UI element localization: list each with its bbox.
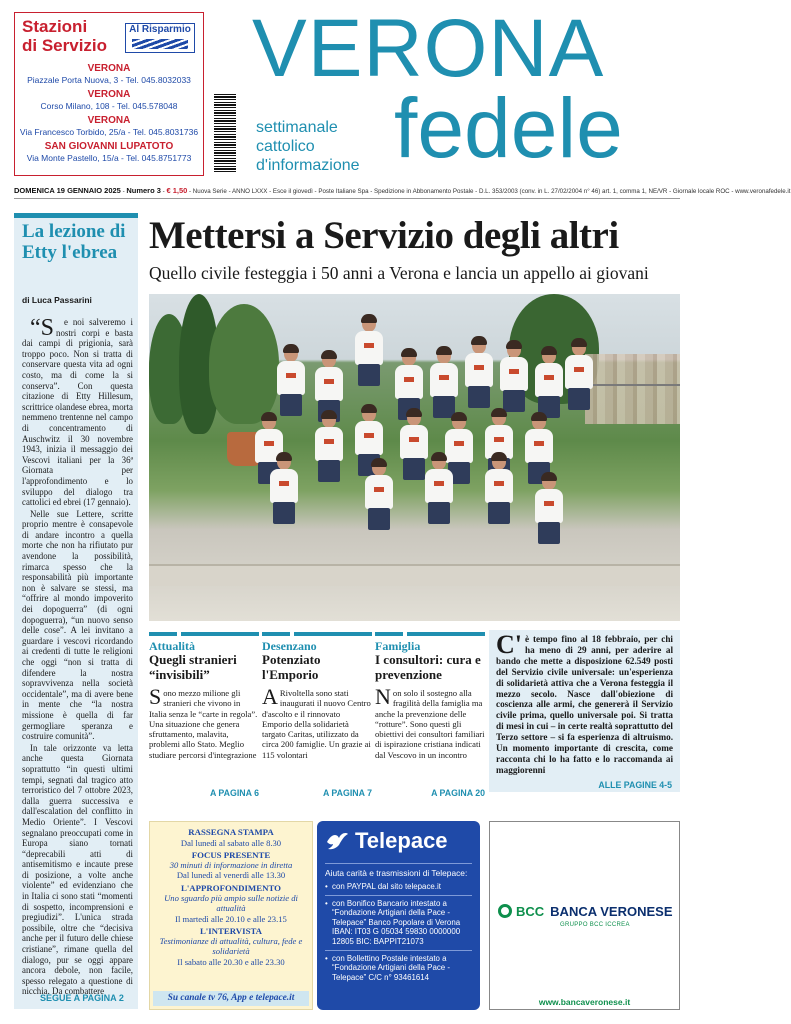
station-entry: VERONA Corso Milano, 108 - Tel. 045.578048 [40, 89, 178, 111]
issue-number: Numero 3 [126, 186, 161, 195]
person [271, 346, 311, 418]
telepace-intro: Aiuta carità e trasmissioni di Telepace: [325, 863, 472, 878]
section-title[interactable]: Potenziato l'Emporio [262, 652, 321, 682]
person [309, 412, 349, 484]
section-bar [149, 632, 259, 636]
left-continue-link[interactable]: SEGUE A PAGINA 2 [40, 993, 124, 1003]
station-entry: SAN GIOVANNI LUPATOTO Via Monte Pastello, 15/a - Tel. 045.8751773 [26, 141, 192, 163]
left-paragraph: Nelle sue Lettere, scritte proprio mentre è consapevole di andare incontro a quella morte che non ha rifiutato pur avendone la possibilità, rimarca spesso che la responsabilità più importante non è salvare se stessi, ma “offrire al mondo impoverito dei dopoguerra” (di ogni dopoguerra), “un nuovo senso delle cose”. A lei invitano a guardare i vescovi ricordando ai credenti di tutte le religioni che oggi “non si tratta di difendere la nostra sopravvivenza nella società occidentale”, ma di avere bene in mente che “la nostra missione è quella di far germogliare speranza e costruire comunità”. [22, 508, 133, 742]
person [459, 338, 499, 410]
logo-verona: VERONA [252, 3, 605, 94]
telepace-logo: Telepace [325, 827, 472, 855]
left-article-body [22, 317, 133, 998]
stone-ledge [149, 564, 680, 586]
person [494, 342, 534, 414]
main-summary-box [489, 630, 680, 792]
station-entry: VERONA Piazzale Porta Nuova, 3 - Tel. 045.8032033 [27, 63, 191, 85]
issue-date: DOMENICA 19 GENNAIO 2025 [14, 186, 121, 195]
section-bar [262, 632, 372, 636]
left-article-title: La lezione di Etty l'ebrea [22, 221, 126, 263]
person [479, 454, 519, 526]
section-page-link[interactable]: A PAGINA 20 [431, 788, 485, 798]
section-bar [375, 632, 485, 636]
person [359, 460, 399, 532]
bcc-group: GRUPPO BCC ICCREA [560, 922, 630, 928]
main-summary-page-link[interactable]: ALLE PAGINE 4-5 [598, 780, 672, 790]
stations-ad-title: Stazioni di Servizio [22, 17, 108, 55]
stations-list [19, 63, 199, 167]
list-item: • con PAYPAL dal sito telepace.it [325, 882, 472, 896]
bcc-circle-icon [498, 904, 512, 918]
tree-shape [209, 304, 279, 424]
section-page-link[interactable]: A PAGINA 7 [322, 788, 372, 798]
person [529, 474, 569, 546]
dove-icon [325, 830, 349, 852]
main-headline[interactable]: Mettersi a Servizio degli altri [149, 214, 619, 257]
left-paragraph: In tale orizzonte va letta anche questa Giornata soprattutto “in questi ultimi tempi, segnati dal tragico atto terroristico del 7 ottobre 2023, dalla guerra successiva e dall'escalation del conflitto in Medio Oriente”. I Vescovi segnalano preoccupati come in Europa siano tornati “deprecabili atti di antisemitismo e incaute prese di posizione, a volte anche violente” ed evidenziano che in Italia ci sono stati “momenti di sospetto, incomprensioni e pregiudizi”. L'unica strada possibile, oltre che “decisiva anche per il futuro delle chiese cristiane”, rimane quella del dialogo, pur se oggi appare ancora debole, non facile, spesso relegato a questione di nicchia. Da combattere [22, 742, 133, 997]
section-title[interactable]: Quegli stranieri “invisibili” [149, 652, 237, 682]
person [419, 454, 459, 526]
tv-channel-footer: Su canale tv 76, App e telepace.it [153, 991, 309, 1006]
tv-schedule-box [149, 821, 313, 1010]
bcc-url-link[interactable]: www.bancaveronese.it [538, 997, 631, 1007]
section-text: Sono mezzo milione gli stranieri che vivono in Italia senza le “carte in regola”. Una situazione che genera sfruttamento, malavita, problemi allo Stato. Meglio studiare percorsi d'integrazione [149, 684, 258, 760]
section-kicker: Famiglia [375, 639, 421, 653]
section-text: ARivoltella sono stati inaugurati il nuovo Centro d'ascolto e il rinnovato Emporio della solidarietà targato Caritas, utilizzato da circa 200 famiglie. Un grazie ai 115 volontari [262, 684, 371, 760]
section-attualita[interactable] [149, 632, 259, 798]
schedule-block: FOCUS PRESENTE 30 minuti di informazione in diretta Dal lunedì al venerdì alle 13.30 [169, 849, 293, 881]
left-column [14, 213, 138, 1009]
telepace-ad [317, 821, 480, 1010]
schedule-block: RASSEGNA STAMPA Dal lunedì al sabato alle 8.30 [180, 827, 282, 848]
station-entry: VERONA Via Francesco Torbido, 25/a - Tel. 045.8031736 [19, 115, 199, 137]
section-famiglia[interactable] [375, 632, 485, 798]
left-article-author: di Luca Passarini [22, 295, 92, 305]
barcode-icon [214, 92, 236, 172]
person [349, 316, 389, 388]
telepace-donation-list [325, 882, 472, 985]
al-risparmio-logo: Al Risparmio [125, 23, 195, 53]
section-text: Non solo il sostegno alla fragilità della famiglia ma anche la prevenzione delle “rotture”. Sono questi gli obiettivi dei consultori familiari di ispirazione cristiana indicati dal Vescovo in un incontro [375, 684, 485, 760]
left-column-bar [14, 213, 138, 218]
person [264, 454, 304, 526]
issue-details: Nuova Serie - ANNO LXXX - Esce il giovedì - Poste Italiane Spa - Spedizione in Abbonamento Postale - D.L. 353/2003 (conv. in L. 27/02/2004 n° 46) art. 1, comma 1, NE/VR - Giornale locale ROC - www.veronafedele.it [192, 188, 791, 195]
stations-ad [14, 12, 204, 176]
al-risparmio-stripes-icon [132, 39, 188, 49]
city-skyline [585, 354, 680, 424]
section-kicker: Attualità [149, 639, 195, 653]
main-subhead: Quello civile festeggia i 50 anni a Verona e lancia un appello ai giovani [149, 263, 649, 283]
list-item: • con Bonifico Bancario intestato a “Fondazione Artigiani della Pace - Telepace” Banco Popolare di Verona IBAN: IT03 G 05034 59830 0000000 12805 BIC: BAPPIT21073 [325, 899, 472, 951]
schedule-block: L'INTERVISTA Testimonianze di attualità, cultura, fede e solidarietà Il sabato alle 20.30 e alle 23.30 [159, 925, 303, 967]
group-photo [149, 294, 680, 621]
bcc-ad: BCC BANCA VERONESE GRUPPO BCC ICCREA www.bancaveronese.it [489, 821, 680, 1010]
left-paragraph: “Se noi salveremo i nostri corpi e basta dai campi di prigionia, sarà troppo poco. Non si tratta di conservare questa vita ad ogni costo, ma di come la si conserva”. Con questa citazione di Etty Hillesum, scrittrice olandese ebrea, morta nemmeno trentenne nel campo di concentramento di Auschwitz il 30 novembre 1943, inizia il messaggio dei Vescovi italiani per la 36ª Giornata per l'approfondimento e lo sviluppo del dialogo tra cattolici ed ebrei (17 gennaio). [22, 315, 133, 508]
person [559, 340, 599, 412]
schedule-block: L'APPROFONDIMENTO Uno sguardo più ampio sulle notizie di attualità Il martedì alle 20.10 e alle 23.15 [164, 882, 298, 924]
logo-fedele: fedele [394, 81, 623, 175]
section-kicker: Desenzano [262, 639, 317, 653]
dateline: DOMENICA 19 GENNAIO 2025 - Numero 3 - € 1,50 - Nuova Serie - ANNO LXXX - Esce il giovedì - Poste Italiane Spa - Spedizione in Abbonamento Postale - D.L. 353/2003 (conv. in L. 27/02/2004 n° 46) art. 1, comma 1, NE/VR - Giornale locale ROC - www.veronafedele.it [14, 186, 680, 199]
section-page-link[interactable]: A PAGINA 6 [209, 788, 259, 798]
main-summary-text: C'è tempo fino al 18 febbraio, per chi ha meno di 29 anni, per aderire al bando che mette a disposizione 62.549 posti del Servizio civile universale: un'esperienza di solidarietà attiva che a Verona festeggia il mezzo secolo. Nasce dall'obiezione di coscienza alle armi, che genererà il Servizio civile prima, quello universale poi. Si tratta di mesi in cui – in certe realtà soprattutto del Terzo settore – si fa esperienza di altruismo. Un momento importante di crescita, come racconta chi lo ha fatto e lo raccomanda ai maggiorenni [496, 630, 673, 775]
issue-price: € 1,50 [166, 186, 188, 195]
masthead-tagline: settimanale cattolico d'informazione [256, 119, 360, 174]
section-desenzano[interactable] [262, 632, 372, 798]
list-item: • con Bollettino Postale intestato a “Fondazione Artigiani della Pace - Telepace” C/C n° 93461614 [325, 954, 472, 986]
section-title[interactable]: I consultori: cura e prevenzione [375, 652, 481, 682]
